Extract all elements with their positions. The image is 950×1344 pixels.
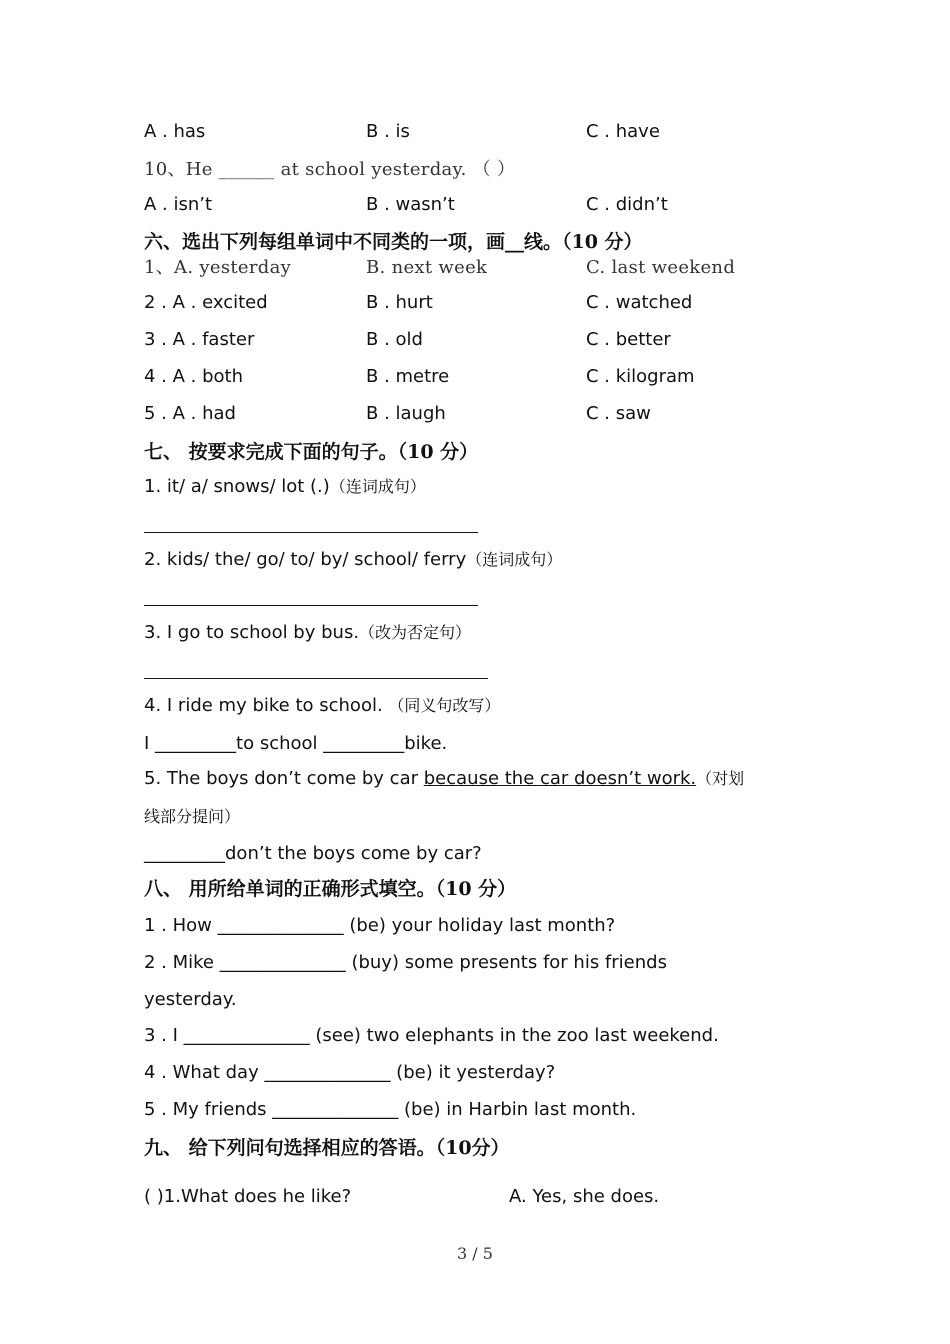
section8-item-2[interactable]: 2 . Mike ______________ (buy) some presents for his friends bbox=[144, 952, 667, 973]
question-text[interactable]: ( )1.What does he like? bbox=[144, 1186, 352, 1207]
section8-item-5[interactable]: 5 . My friends ______________ (be) in Harbin last month. bbox=[144, 1099, 637, 1120]
option-c: C . didn’t bbox=[586, 194, 668, 215]
instruction-note: （连词成句） bbox=[466, 550, 563, 569]
section7-q5 bbox=[144, 768, 744, 790]
instruction-note: （对划 bbox=[696, 769, 745, 788]
option-c: C. last weekend bbox=[586, 257, 736, 278]
answer-line[interactable] bbox=[144, 678, 488, 679]
question-text: 2. kids/ the/ go/ to/ by/ school/ ferry bbox=[144, 549, 467, 570]
underlined-phrase: because the car doesn’t work. bbox=[423, 768, 697, 789]
section7-q2 bbox=[144, 549, 562, 571]
question-text: 5. The boys don’t come by car bbox=[144, 768, 424, 789]
section7-heading: 七、 按要求完成下面的句子。（10 分） bbox=[144, 441, 479, 463]
instruction-note: （同义句改写） bbox=[388, 696, 501, 715]
option-a: 3 . A . faster bbox=[144, 329, 255, 350]
instruction-note: （连词成句） bbox=[329, 477, 426, 496]
option-a: A . has bbox=[144, 121, 206, 142]
section9-heading: 九、 给下列问句选择相应的答语。（10分） bbox=[144, 1137, 510, 1159]
option-a: 4 . A . both bbox=[144, 366, 243, 387]
option-a: 2 . A . excited bbox=[144, 292, 268, 313]
section7-q1 bbox=[144, 476, 426, 498]
instruction-note: （改为否定句） bbox=[359, 623, 472, 642]
q10-question: 10、He ______ at school yesterday. （ ） bbox=[144, 159, 516, 180]
option-c: C . kilogram bbox=[586, 366, 695, 387]
option-b: B . wasn’t bbox=[366, 194, 455, 215]
answer-option: A. Yes, she does. bbox=[509, 1186, 660, 1207]
section7-q4 bbox=[144, 695, 500, 717]
option-b: B . is bbox=[366, 121, 410, 142]
option-a: A . isn’t bbox=[144, 194, 213, 215]
section8-item-3[interactable]: 3 . I ______________ (see) two elephants in the zoo last weekend. bbox=[144, 1025, 719, 1046]
section8-item-2-cont: yesterday. bbox=[144, 989, 237, 1010]
option-a: 1、A. yesterday bbox=[144, 257, 292, 278]
section7-q5-note-cont: 线部分提问） bbox=[144, 807, 241, 826]
option-b: B . old bbox=[366, 329, 423, 350]
section8-item-1[interactable]: 1 . How ______________ (be) your holiday last month? bbox=[144, 915, 616, 936]
option-c: C . have bbox=[586, 121, 660, 142]
question-text: 1. it/ a/ snows/ lot (.) bbox=[144, 476, 330, 497]
section7-q3 bbox=[144, 622, 471, 644]
option-b: B. next week bbox=[366, 257, 488, 278]
question-text: 3. I go to school by bus. bbox=[144, 622, 360, 643]
section8-item-4[interactable]: 4 . What day ______________ (be) it yesterday? bbox=[144, 1062, 556, 1083]
option-b: B . metre bbox=[366, 366, 450, 387]
option-c: C . saw bbox=[586, 403, 651, 424]
option-b: B . laugh bbox=[366, 403, 446, 424]
option-a: 5 . A . had bbox=[144, 403, 236, 424]
answer-line[interactable] bbox=[144, 605, 478, 606]
section8-heading: 八、 用所给单词的正确形式填空。（10 分） bbox=[144, 878, 517, 900]
page-number: 3 / 5 bbox=[457, 1244, 493, 1263]
option-b: B . hurt bbox=[366, 292, 433, 313]
section7-q5-answer[interactable]: _________don’t the boys come by car? bbox=[144, 843, 482, 864]
question-text: 4. I ride my bike to school. bbox=[144, 695, 389, 716]
option-c: C . watched bbox=[586, 292, 693, 313]
section7-q4-answer[interactable]: I _________to school _________bike. bbox=[144, 733, 448, 754]
answer-line[interactable] bbox=[144, 532, 478, 533]
section6-heading: 六、选出下列每组单词中不同类的一项，画__线。（10 分） bbox=[144, 231, 643, 253]
option-c: C . better bbox=[586, 329, 671, 350]
